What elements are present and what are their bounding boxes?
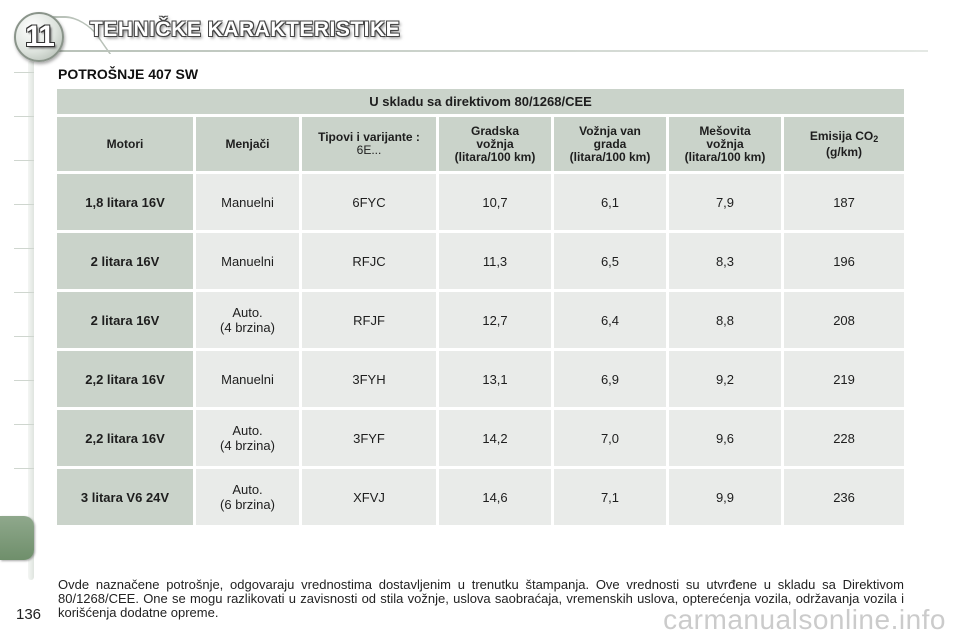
cell-co2: 228	[784, 410, 904, 466]
column-header-variant: Tipovi i varijante : 6E...	[302, 117, 436, 171]
cell-urban: 14,6	[439, 469, 551, 525]
cell-motor: 2 litara 16V	[57, 292, 193, 348]
consumption-table	[54, 86, 907, 528]
cell-gearbox: Manuelni	[196, 233, 299, 289]
header-rule	[58, 50, 928, 52]
cell-co2: 208	[784, 292, 904, 348]
chapter-tab-strip	[0, 60, 36, 580]
cell-extra-urban: 6,4	[554, 292, 666, 348]
cell-extra-urban: 7,1	[554, 469, 666, 525]
cell-urban: 11,3	[439, 233, 551, 289]
table-row	[57, 174, 904, 230]
cell-gearbox: Auto. (6 brzina)	[196, 469, 299, 525]
chapter-tab-active[interactable]	[0, 516, 34, 560]
cell-motor: 2,2 litara 16V	[57, 351, 193, 407]
table-row	[57, 351, 904, 407]
cell-extra-urban: 6,5	[554, 233, 666, 289]
tab-divider	[14, 72, 34, 73]
cell-urban: 10,7	[439, 174, 551, 230]
cell-mixed: 8,3	[669, 233, 781, 289]
cell-urban: 12,7	[439, 292, 551, 348]
tab-divider	[14, 248, 34, 249]
cell-co2: 187	[784, 174, 904, 230]
chapter-title: TEHNIČKE KARAKTERISTIKE	[90, 18, 401, 41]
cell-variant: XFVJ	[302, 469, 436, 525]
cell-co2: 196	[784, 233, 904, 289]
cell-mixed: 9,9	[669, 469, 781, 525]
tab-divider	[14, 336, 34, 337]
table-caption: U skladu sa direktivom 80/1268/CEE	[57, 89, 904, 114]
cell-variant: 3FYH	[302, 351, 436, 407]
watermark: carmanualsonline.info	[663, 604, 946, 635]
tab-divider	[14, 116, 34, 117]
chapter-number-badge: 11	[14, 12, 64, 62]
cell-motor: 3 litara V6 24V	[57, 469, 193, 525]
footnote-paragraph: Ovde naznačene potrošnje, odgovaraju vrednostima dostavljenim u trenutku štampanja. Ove vrednosti su utvrđene u skladu sa Direktivom 80/1268/CEE. One se mogu razlikovati u zavisnosti od stila vožnje, uslova saobraćaja, vremenskih uslova, opterećenja vozila, održavanja vozila i korišćenja dodatne opreme.	[58, 577, 904, 620]
cell-gearbox: Manuelni	[196, 174, 299, 230]
tab-strip-edge	[28, 60, 34, 580]
consumption-table-wrapper	[57, 89, 904, 525]
cell-variant: RFJF	[302, 292, 436, 348]
cell-extra-urban: 6,1	[554, 174, 666, 230]
table-row	[57, 410, 904, 466]
table-row	[57, 469, 904, 525]
cell-urban: 14,2	[439, 410, 551, 466]
cell-mixed: 9,2	[669, 351, 781, 407]
column-header-motor: Motori	[57, 117, 193, 171]
cell-co2: 219	[784, 351, 904, 407]
column-header-mixed: Mešovita vožnja (litara/100 km)	[669, 117, 781, 171]
cell-motor: 1,8 litara 16V	[57, 174, 193, 230]
section-title: POTROŠNJE 407 SW	[58, 66, 199, 82]
cell-extra-urban: 6,9	[554, 351, 666, 407]
table-row	[57, 233, 904, 289]
cell-variant: 6FYC	[302, 174, 436, 230]
column-header-co2: Emisija $CO_2$ (g/km)	[784, 117, 904, 171]
cell-gearbox: Auto. (4 brzina)	[196, 410, 299, 466]
cell-extra-urban: 7,0	[554, 410, 666, 466]
column-header-urban: Gradska vožnja (litara/100 km)	[439, 117, 551, 171]
tab-divider	[14, 468, 34, 469]
cell-variant: RFJC	[302, 233, 436, 289]
cell-gearbox: Manuelni	[196, 351, 299, 407]
cell-mixed: 9,6	[669, 410, 781, 466]
cell-co2: 236	[784, 469, 904, 525]
cell-mixed: 7,9	[669, 174, 781, 230]
cell-gearbox: Auto. (4 brzina)	[196, 292, 299, 348]
column-header-extra-urban: Vožnja van grada (litara/100 km)	[554, 117, 666, 171]
tab-divider	[14, 204, 34, 205]
column-header-gearbox: Menjači	[196, 117, 299, 171]
cell-motor: 2,2 litara 16V	[57, 410, 193, 466]
tab-divider	[14, 424, 34, 425]
tab-divider	[14, 292, 34, 293]
cell-urban: 13,1	[439, 351, 551, 407]
tab-divider	[14, 380, 34, 381]
page-number: 136	[16, 606, 42, 623]
tab-divider	[14, 160, 34, 161]
cell-mixed: 8,8	[669, 292, 781, 348]
table-row	[57, 292, 904, 348]
cell-motor: 2 litara 16V	[57, 233, 193, 289]
cell-variant: 3FYF	[302, 410, 436, 466]
